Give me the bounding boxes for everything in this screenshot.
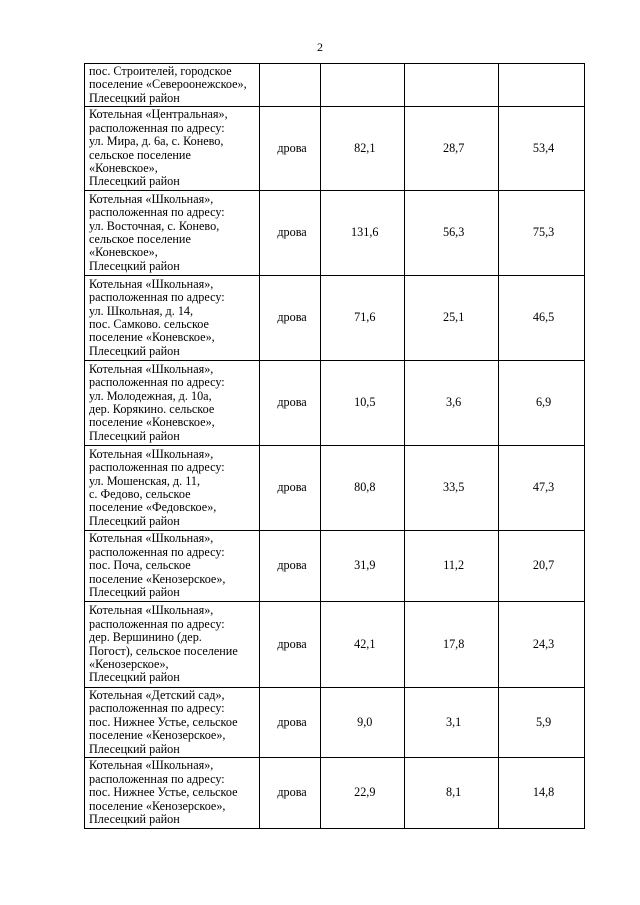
name-line: ул. Мира, д. 6а, с. Конево, bbox=[89, 134, 224, 149]
fuel-cell: дрова bbox=[259, 758, 321, 829]
name-line: «Коневское», bbox=[89, 160, 158, 175]
fuel-cell: дрова bbox=[259, 107, 321, 191]
value-1-cell: 31,9 bbox=[321, 531, 405, 602]
table-row bbox=[85, 107, 585, 191]
table-row bbox=[85, 531, 585, 602]
value-3-cell: 53,4 bbox=[499, 107, 585, 191]
name-line: Плесецкий район bbox=[89, 585, 180, 600]
name-line: расположенная по адресу: bbox=[89, 771, 225, 786]
fuel-cell: дрова bbox=[259, 446, 321, 531]
name-line: Котельная «Школьная», bbox=[89, 276, 214, 291]
name-line: расположенная по адресу: bbox=[89, 205, 225, 220]
name-line: расположенная по адресу: bbox=[89, 375, 225, 390]
name-line: поселение «Кенозерское», bbox=[89, 571, 226, 586]
table-row bbox=[85, 602, 585, 688]
value-1-cell: 80,8 bbox=[321, 446, 405, 531]
name-line: поселение «Кенозерское», bbox=[89, 728, 226, 743]
boiler-name-cell bbox=[85, 361, 260, 446]
value-1-cell: 71,6 bbox=[321, 276, 405, 361]
name-line: Котельная «Детский сад», bbox=[89, 687, 225, 702]
value-2-cell: 8,1 bbox=[405, 758, 499, 829]
name-line: Котельная «Центральная», bbox=[89, 107, 228, 122]
name-line: расположенная по адресу: bbox=[89, 120, 225, 135]
name-line: «Кенозерское», bbox=[89, 656, 169, 671]
boiler-name-cell bbox=[85, 688, 260, 758]
fuel-cell bbox=[259, 64, 321, 107]
name-line: пос. Строителей, городское bbox=[89, 63, 232, 78]
fuel-cell: дрова bbox=[259, 191, 321, 276]
boiler-table bbox=[84, 63, 585, 829]
value-2-cell bbox=[405, 64, 499, 107]
value-1-cell bbox=[321, 64, 405, 107]
table-row bbox=[85, 361, 585, 446]
value-2-cell: 3,6 bbox=[405, 361, 499, 446]
name-line: расположенная по адресу: bbox=[89, 460, 225, 475]
name-line: Плесецкий район bbox=[89, 812, 180, 827]
name-line: расположенная по адресу: bbox=[89, 701, 225, 716]
boiler-name-cell bbox=[85, 107, 260, 191]
name-line: поселение «Кенозерское», bbox=[89, 798, 226, 813]
name-line: Плесецкий район bbox=[89, 428, 180, 443]
table-row bbox=[85, 688, 585, 758]
value-1-cell: 42,1 bbox=[321, 602, 405, 688]
value-1-cell: 10,5 bbox=[321, 361, 405, 446]
name-line: сельское поселение bbox=[89, 147, 191, 162]
name-line: Котельная «Школьная», bbox=[89, 361, 214, 376]
table-row bbox=[85, 758, 585, 829]
value-3-cell: 20,7 bbox=[499, 531, 585, 602]
value-2-cell: 25,1 bbox=[405, 276, 499, 361]
name-line: Плесецкий район bbox=[89, 670, 180, 685]
name-line: пос. Нижнее Устье, сельское bbox=[89, 785, 238, 800]
name-line: пос. Самково. сельское bbox=[89, 317, 209, 331]
name-line: Плесецкий район bbox=[89, 90, 180, 105]
value-2-cell: 33,5 bbox=[405, 446, 499, 531]
name-line: ул. Молодежная, д. 10а, bbox=[89, 388, 212, 403]
table-row bbox=[85, 446, 585, 531]
name-line: поселение «Североонежское», bbox=[89, 77, 247, 92]
value-1-cell: 22,9 bbox=[321, 758, 405, 829]
name-line: Плесецкий район bbox=[89, 343, 180, 358]
value-2-cell: 3,1 bbox=[405, 688, 499, 758]
boiler-table-body bbox=[85, 64, 585, 829]
name-line: поселение «Коневское», bbox=[89, 415, 215, 430]
name-line: Плесецкий район bbox=[89, 174, 180, 189]
table-row bbox=[85, 191, 585, 276]
name-line: Плесецкий район bbox=[89, 513, 180, 528]
fuel-cell: дрова bbox=[259, 361, 321, 446]
name-line: Погост), сельское поселение bbox=[89, 643, 238, 658]
name-line: Котельная «Школьная», bbox=[89, 191, 214, 206]
value-2-cell: 17,8 bbox=[405, 602, 499, 688]
name-line: расположенная по адресу: bbox=[89, 544, 225, 559]
name-line: «Коневское», bbox=[89, 245, 158, 260]
name-line: пос. Поча, сельское bbox=[89, 558, 191, 573]
value-3-cell: 75,3 bbox=[499, 191, 585, 276]
value-1-cell: 131,6 bbox=[321, 191, 405, 276]
name-line: Котельная «Школьная», bbox=[89, 446, 214, 461]
name-line: Котельная «Школьная», bbox=[89, 758, 214, 773]
name-line: ул. Восточная, с. Конево, bbox=[89, 218, 220, 233]
name-line: Котельная «Школьная», bbox=[89, 531, 214, 546]
value-3-cell: 6,9 bbox=[499, 361, 585, 446]
name-line: ул. Школьная, д. 14, bbox=[89, 303, 194, 318]
boiler-name-cell bbox=[85, 758, 260, 829]
value-1-cell: 9,0 bbox=[321, 688, 405, 758]
value-3-cell: 24,3 bbox=[499, 602, 585, 688]
boiler-name-cell bbox=[85, 191, 260, 276]
boiler-name-cell bbox=[85, 531, 260, 602]
name-line: Плесецкий район bbox=[89, 741, 180, 756]
value-3-cell bbox=[499, 64, 585, 107]
value-2-cell: 28,7 bbox=[405, 107, 499, 191]
name-line: сельское поселение bbox=[89, 232, 191, 246]
name-line: Котельная «Школьная», bbox=[89, 603, 214, 618]
fuel-cell: дрова bbox=[259, 276, 321, 361]
name-line: поселение «Коневское», bbox=[89, 330, 215, 345]
name-line: пос. Нижнее Устье, сельское bbox=[89, 714, 238, 729]
boiler-name-cell bbox=[85, 446, 260, 531]
value-2-cell: 11,2 bbox=[405, 531, 499, 602]
boiler-name-cell bbox=[85, 602, 260, 688]
name-line: дер. Вершинино (дер. bbox=[89, 630, 202, 645]
name-line: Плесецкий район bbox=[89, 258, 180, 273]
page-number: 2 bbox=[317, 40, 323, 54]
name-line: ул. Мошенская, д. 11, bbox=[89, 473, 201, 488]
value-3-cell: 47,3 bbox=[499, 446, 585, 531]
name-line: поселение «Федовское», bbox=[89, 500, 217, 515]
table-row bbox=[85, 276, 585, 361]
boiler-name-cell bbox=[85, 276, 260, 361]
value-3-cell: 14,8 bbox=[499, 758, 585, 829]
fuel-cell: дрова bbox=[259, 688, 321, 758]
value-3-cell: 5,9 bbox=[499, 688, 585, 758]
name-line: с. Федово, сельское bbox=[89, 487, 191, 501]
table-row bbox=[85, 64, 585, 107]
value-2-cell: 56,3 bbox=[405, 191, 499, 276]
fuel-cell: дрова bbox=[259, 602, 321, 688]
name-line: расположенная по адресу: bbox=[89, 616, 225, 631]
value-3-cell: 46,5 bbox=[499, 276, 585, 361]
boiler-name-cell bbox=[85, 64, 260, 107]
value-1-cell: 82,1 bbox=[321, 107, 405, 191]
name-line: дер. Корякино. сельское bbox=[89, 402, 215, 416]
name-line: расположенная по адресу: bbox=[89, 290, 225, 305]
fuel-cell: дрова bbox=[259, 531, 321, 602]
